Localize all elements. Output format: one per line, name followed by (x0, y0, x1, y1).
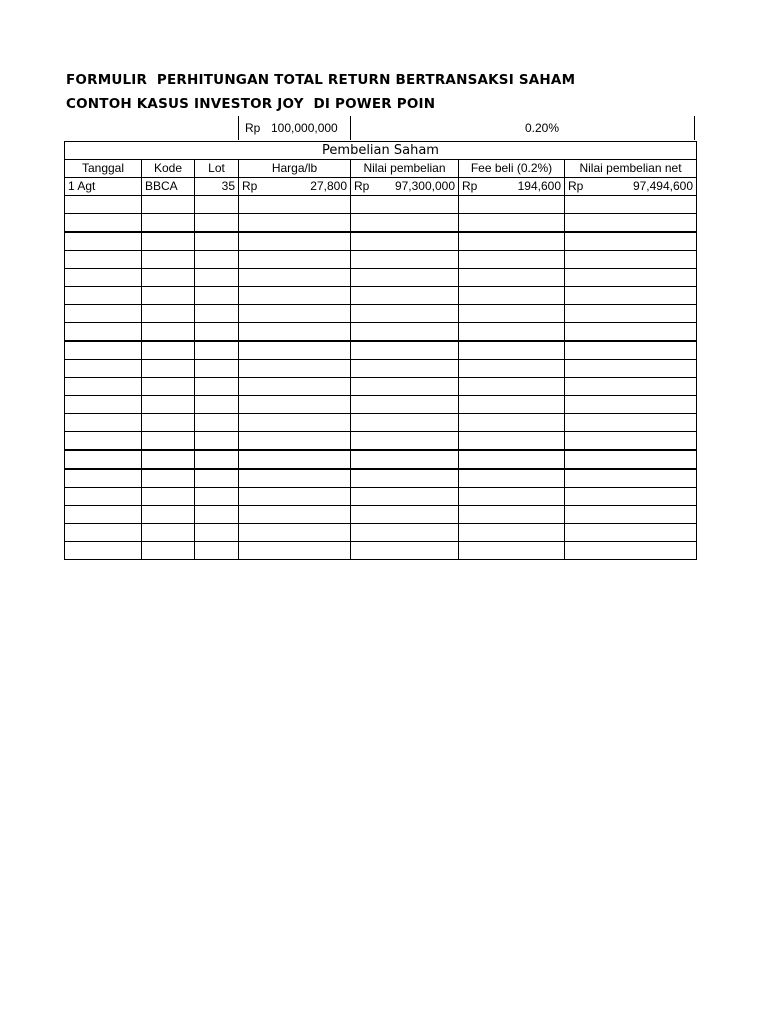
empty-cell[interactable] (459, 414, 565, 432)
empty-cell[interactable] (195, 287, 239, 305)
empty-cell[interactable] (65, 524, 142, 542)
empty-cell[interactable] (459, 432, 565, 451)
empty-cell[interactable] (142, 269, 195, 287)
empty-cell[interactable] (65, 341, 142, 360)
empty-cell[interactable] (565, 414, 697, 432)
empty-cell[interactable] (459, 488, 565, 506)
empty-cell[interactable] (459, 524, 565, 542)
empty-cell[interactable] (195, 469, 239, 488)
empty-cell[interactable] (142, 305, 195, 323)
empty-cell[interactable] (351, 341, 459, 360)
empty-cell[interactable] (195, 378, 239, 396)
empty-cell[interactable] (459, 469, 565, 488)
empty-cell[interactable] (565, 287, 697, 305)
purchase-table (64, 141, 697, 560)
empty-cell[interactable] (195, 542, 239, 560)
empty-cell[interactable] (351, 432, 459, 451)
cell-nilai-pembelian[interactable] (351, 178, 459, 196)
cell-harga[interactable] (239, 178, 351, 196)
empty-cell[interactable] (65, 432, 142, 451)
empty-cell[interactable] (142, 196, 195, 214)
empty-cell[interactable] (239, 305, 351, 323)
divider (238, 116, 239, 140)
capital-value[interactable]: 100,000,000 (271, 121, 338, 135)
empty-cell[interactable] (195, 232, 239, 251)
empty-cell[interactable] (195, 488, 239, 506)
cell-lot[interactable]: 35 (195, 178, 239, 196)
empty-cell[interactable] (195, 323, 239, 342)
empty-cell[interactable] (459, 378, 565, 396)
empty-cell[interactable] (239, 360, 351, 378)
empty-cell[interactable] (65, 287, 142, 305)
empty-cell[interactable] (459, 360, 565, 378)
empty-cell[interactable] (142, 360, 195, 378)
empty-cell[interactable] (565, 251, 697, 269)
empty-cell[interactable] (565, 450, 697, 469)
col-header-kode: Kode (142, 160, 195, 178)
empty-cell[interactable] (195, 506, 239, 524)
divider (694, 116, 695, 140)
empty-cell[interactable] (459, 269, 565, 287)
harga-value: 27,800 (310, 179, 347, 193)
table-row (65, 506, 697, 524)
table-row (65, 196, 697, 214)
empty-cell[interactable] (565, 196, 697, 214)
empty-cell[interactable] (351, 360, 459, 378)
empty-cell[interactable] (195, 269, 239, 287)
empty-cell[interactable] (239, 269, 351, 287)
empty-cell[interactable] (142, 488, 195, 506)
table-row (65, 396, 697, 414)
empty-cell[interactable] (459, 287, 565, 305)
empty-cell[interactable] (239, 378, 351, 396)
empty-cell[interactable] (142, 378, 195, 396)
empty-cell[interactable] (142, 432, 195, 451)
empty-cell[interactable] (239, 488, 351, 506)
cell-fee-beli[interactable] (459, 178, 565, 196)
form-title: FORMULIR PERHITUNGAN TOTAL RETURN BERTRANSAKSI SAHAM (66, 72, 576, 88)
empty-cell[interactable] (239, 287, 351, 305)
empty-cell[interactable] (142, 232, 195, 251)
empty-cell[interactable] (565, 269, 697, 287)
empty-cell[interactable] (351, 469, 459, 488)
empty-cell[interactable] (351, 196, 459, 214)
summary-row (64, 116, 695, 140)
table-row (65, 450, 697, 469)
empty-cell[interactable] (565, 378, 697, 396)
empty-cell[interactable] (65, 323, 142, 342)
col-header-nilai-net: Nilai pembelian net (565, 160, 697, 178)
section-title: Pembelian Saham (65, 142, 697, 160)
empty-cell[interactable] (65, 378, 142, 396)
empty-cell[interactable] (195, 432, 239, 451)
empty-cell[interactable] (565, 214, 697, 233)
table-row (65, 341, 697, 360)
empty-cell[interactable] (142, 251, 195, 269)
cell-kode[interactable]: BBCA (142, 178, 195, 196)
currency-label: Rp (354, 179, 370, 193)
empty-cell[interactable] (565, 396, 697, 414)
empty-cell[interactable] (351, 323, 459, 342)
col-header-tanggal: Tanggal (65, 160, 142, 178)
empty-cell[interactable] (239, 542, 351, 560)
empty-cell[interactable] (239, 232, 351, 251)
table-row (65, 360, 697, 378)
empty-cell[interactable] (195, 341, 239, 360)
empty-cell[interactable] (65, 269, 142, 287)
empty-cell[interactable] (351, 450, 459, 469)
table-row (65, 178, 697, 196)
empty-cell[interactable] (142, 396, 195, 414)
empty-cell[interactable] (65, 305, 142, 323)
fee-rate-value[interactable]: 0.20% (525, 121, 560, 135)
empty-cell[interactable] (142, 323, 195, 342)
empty-cell[interactable] (195, 360, 239, 378)
empty-cell[interactable] (459, 251, 565, 269)
empty-cell[interactable] (459, 341, 565, 360)
empty-cell[interactable] (459, 232, 565, 251)
empty-cell[interactable] (565, 232, 697, 251)
fee-value: 194,600 (517, 179, 561, 193)
empty-cell[interactable] (195, 450, 239, 469)
empty-cell[interactable] (565, 341, 697, 360)
empty-cell[interactable] (239, 396, 351, 414)
empty-cell[interactable] (65, 469, 142, 488)
col-header-harga: Harga/lb (239, 160, 351, 178)
table-row (65, 542, 697, 560)
cell-tanggal[interactable]: 1 Agt (65, 178, 142, 196)
table-row (65, 414, 697, 432)
empty-cell[interactable] (65, 414, 142, 432)
empty-cell[interactable] (565, 506, 697, 524)
empty-cell[interactable] (195, 414, 239, 432)
empty-cell[interactable] (195, 196, 239, 214)
col-header-fee-beli: Fee beli (0.2%) (459, 160, 565, 178)
empty-cell[interactable] (142, 506, 195, 524)
empty-cell[interactable] (195, 524, 239, 542)
table-row (65, 524, 697, 542)
empty-cell[interactable] (65, 360, 142, 378)
empty-cell[interactable] (351, 269, 459, 287)
empty-cell[interactable] (65, 542, 142, 560)
empty-cell[interactable] (195, 305, 239, 323)
empty-cell[interactable] (459, 450, 565, 469)
table-row (65, 488, 697, 506)
empty-cell[interactable] (195, 251, 239, 269)
empty-cell[interactable] (351, 488, 459, 506)
empty-cell[interactable] (239, 450, 351, 469)
empty-cell[interactable] (65, 450, 142, 469)
currency-label: Rp (242, 179, 258, 193)
currency-label: Rp (462, 179, 478, 193)
col-header-nilai-pembelian: Nilai pembelian (351, 160, 459, 178)
capital-currency[interactable]: Rp (245, 121, 261, 135)
empty-cell[interactable] (239, 196, 351, 214)
empty-cell[interactable] (142, 450, 195, 469)
table-row (65, 469, 697, 488)
table-row (65, 287, 697, 305)
empty-cell[interactable] (351, 506, 459, 524)
empty-cell[interactable] (239, 341, 351, 360)
cell-nilai-net[interactable] (565, 178, 697, 196)
divider (350, 116, 351, 140)
empty-cell[interactable] (351, 214, 459, 233)
empty-cell[interactable] (351, 251, 459, 269)
empty-cell[interactable] (239, 524, 351, 542)
empty-cell[interactable] (195, 214, 239, 233)
empty-cell[interactable] (351, 232, 459, 251)
col-header-lot: Lot (195, 160, 239, 178)
empty-cell[interactable] (239, 469, 351, 488)
empty-cell[interactable] (142, 414, 195, 432)
empty-cell[interactable] (565, 542, 697, 560)
empty-cell[interactable] (459, 214, 565, 233)
empty-cell[interactable] (565, 305, 697, 323)
net-value: 97,494,600 (632, 179, 694, 193)
empty-cell[interactable] (142, 469, 195, 488)
table-row (65, 214, 697, 233)
empty-cell[interactable] (565, 360, 697, 378)
empty-cell[interactable] (195, 396, 239, 414)
empty-cell[interactable] (351, 524, 459, 542)
empty-cell[interactable] (65, 506, 142, 524)
empty-cell[interactable] (459, 396, 565, 414)
empty-cell[interactable] (351, 287, 459, 305)
empty-cell[interactable] (142, 287, 195, 305)
empty-cell[interactable] (351, 396, 459, 414)
empty-cell[interactable] (351, 305, 459, 323)
empty-cell[interactable] (142, 524, 195, 542)
table-row (65, 269, 697, 287)
empty-cell[interactable] (459, 323, 565, 342)
empty-cell[interactable] (65, 488, 142, 506)
empty-cell[interactable] (351, 414, 459, 432)
empty-cell[interactable] (459, 542, 565, 560)
empty-cell[interactable] (65, 232, 142, 251)
table-row (65, 305, 697, 323)
empty-cell[interactable] (65, 251, 142, 269)
empty-cell[interactable] (239, 506, 351, 524)
empty-cell[interactable] (239, 251, 351, 269)
empty-cell[interactable] (565, 469, 697, 488)
empty-cell[interactable] (565, 524, 697, 542)
table-row (65, 432, 697, 451)
table-row (65, 251, 697, 269)
empty-cell[interactable] (239, 214, 351, 233)
table-row (65, 323, 697, 342)
nilai-value: 97,300,000 (394, 179, 455, 193)
empty-cell[interactable] (565, 432, 697, 451)
empty-cell[interactable] (239, 323, 351, 342)
currency-label: Rp (568, 179, 584, 193)
empty-cell[interactable] (565, 323, 697, 342)
empty-cell[interactable] (142, 214, 195, 233)
table-row (65, 378, 697, 396)
form-subtitle: CONTOH KASUS INVESTOR JOY DI POWER POIN (66, 96, 436, 112)
empty-cell[interactable] (239, 432, 351, 451)
empty-cell[interactable] (459, 506, 565, 524)
empty-cell[interactable] (65, 196, 142, 214)
empty-cell[interactable] (459, 305, 565, 323)
empty-cell[interactable] (459, 196, 565, 214)
table-row (65, 232, 697, 251)
empty-cell[interactable] (65, 396, 142, 414)
empty-cell[interactable] (565, 488, 697, 506)
empty-cell[interactable] (351, 542, 459, 560)
empty-cell[interactable] (65, 214, 142, 233)
empty-cell[interactable] (142, 542, 195, 560)
empty-cell[interactable] (142, 341, 195, 360)
empty-cell[interactable] (239, 414, 351, 432)
empty-cell[interactable] (351, 378, 459, 396)
